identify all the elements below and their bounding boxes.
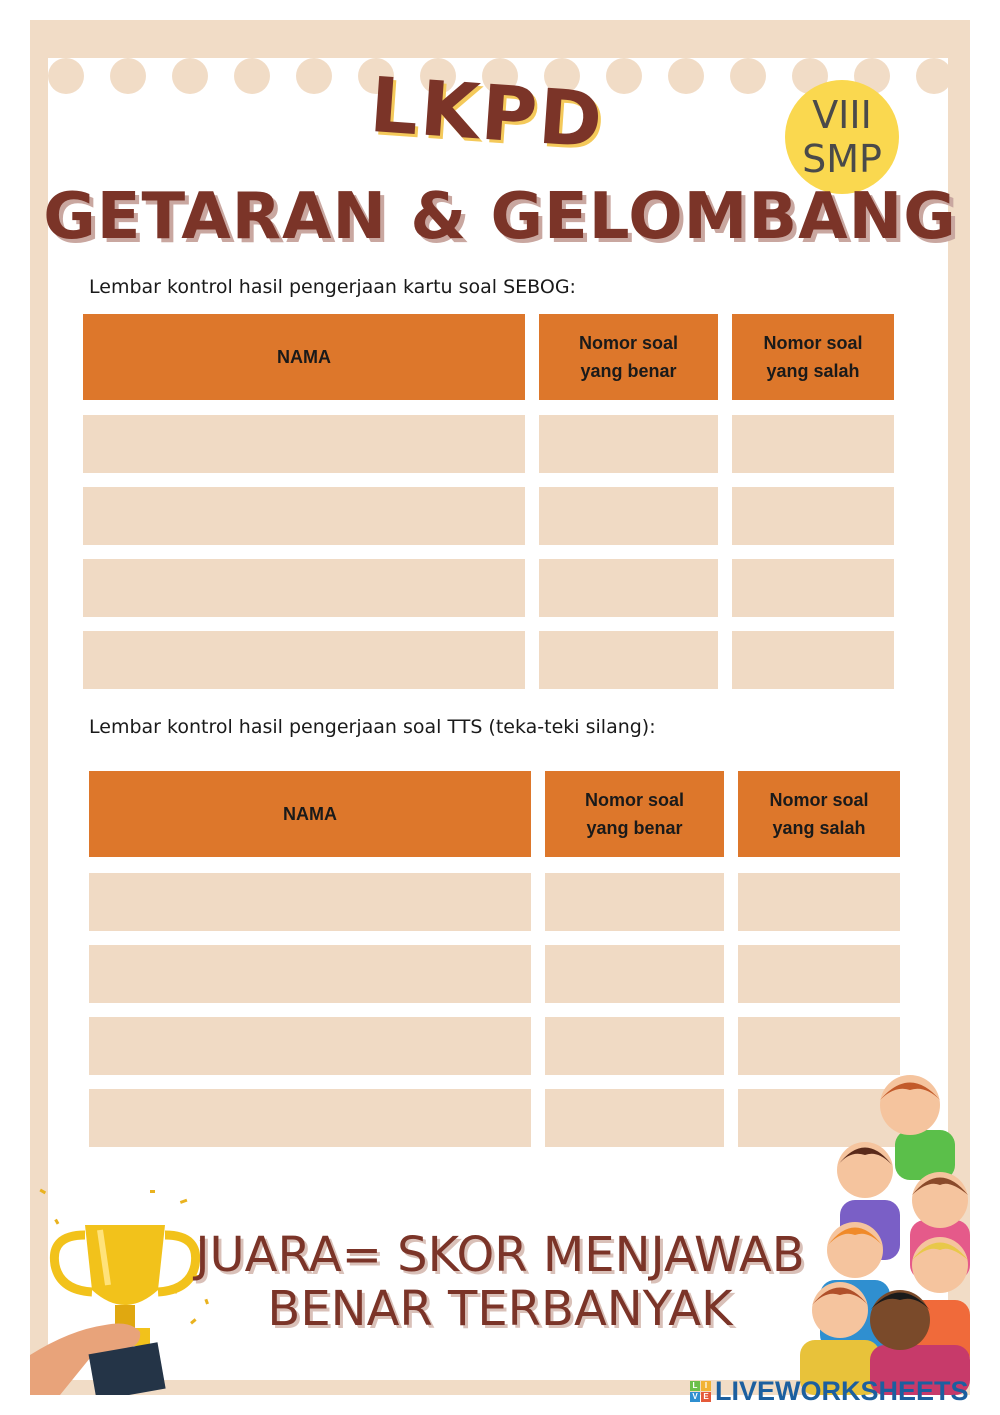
section2-salah-field[interactable] bbox=[738, 873, 900, 931]
lkpd-title: LKPD bbox=[367, 59, 607, 166]
section1-nama-field[interactable] bbox=[83, 415, 525, 473]
section2-nama-field[interactable] bbox=[89, 1017, 531, 1075]
section1-benar-field[interactable] bbox=[539, 559, 718, 617]
scallop-decoration bbox=[296, 58, 332, 94]
section1-header-nama: NAMA bbox=[83, 314, 525, 400]
section2-benar-field[interactable] bbox=[545, 1017, 724, 1075]
section1-salah-field[interactable] bbox=[732, 415, 894, 473]
section1-caption: Lembar kontrol hasil pengerjaan kartu soal SEBOG: bbox=[89, 276, 576, 298]
section2-benar-field[interactable] bbox=[545, 1089, 724, 1147]
scallop-decoration bbox=[234, 58, 270, 94]
section2-salah-field[interactable] bbox=[738, 945, 900, 1003]
section2-header-nama: NAMA bbox=[89, 771, 531, 857]
section1-nama-field[interactable] bbox=[83, 559, 525, 617]
grade-badge-line1: VIII bbox=[812, 93, 872, 137]
scallop-decoration bbox=[172, 58, 208, 94]
scallop-decoration bbox=[916, 58, 952, 94]
children-illustration bbox=[800, 1070, 975, 1395]
scallop-decoration bbox=[48, 58, 84, 94]
section2-salah-field[interactable] bbox=[738, 1017, 900, 1075]
section2-header-salah: Nomor soal yang salah bbox=[738, 771, 900, 857]
section1-benar-field[interactable] bbox=[539, 631, 718, 689]
section2-caption: Lembar kontrol hasil pengerjaan soal TTS (teka-teki silang): bbox=[89, 716, 656, 738]
section1-salah-field[interactable] bbox=[732, 631, 894, 689]
section1-benar-field[interactable] bbox=[539, 487, 718, 545]
section2-header-benar: Nomor soal yang benar bbox=[545, 771, 724, 857]
juara-line1: JUARA= SKOR MENJAWAB bbox=[195, 1227, 805, 1283]
scallop-decoration bbox=[730, 58, 766, 94]
section2-nama-field[interactable] bbox=[89, 1089, 531, 1147]
section2-benar-field[interactable] bbox=[545, 873, 724, 931]
grade-badge-line2: SMP bbox=[802, 137, 882, 181]
section1-salah-field[interactable] bbox=[732, 487, 894, 545]
section1-benar-field[interactable] bbox=[539, 415, 718, 473]
scallop-decoration bbox=[668, 58, 704, 94]
page-title: GETARAN & GELOMBANG bbox=[43, 180, 957, 254]
juara-banner bbox=[180, 1228, 820, 1336]
grade-badge bbox=[785, 80, 899, 194]
scallop-decoration bbox=[606, 58, 642, 94]
section1-nama-field[interactable] bbox=[83, 487, 525, 545]
section2-benar-field[interactable] bbox=[545, 945, 724, 1003]
watermark-text: LIVEWORKSHEETS bbox=[715, 1375, 969, 1406]
liveworksheets-logo-icon: L I V E bbox=[690, 1381, 711, 1402]
section2-nama-field[interactable] bbox=[89, 945, 531, 1003]
section2-nama-field[interactable] bbox=[89, 873, 531, 931]
section1-header-salah: Nomor soal yang salah bbox=[732, 314, 894, 400]
section1-salah-field[interactable] bbox=[732, 559, 894, 617]
liveworksheets-watermark bbox=[690, 1375, 969, 1407]
section1-nama-field[interactable] bbox=[83, 631, 525, 689]
juara-line2: BENAR TERBANYAK bbox=[267, 1281, 733, 1337]
scallop-decoration bbox=[110, 58, 146, 94]
section1-header-benar: Nomor soal yang benar bbox=[539, 314, 718, 400]
